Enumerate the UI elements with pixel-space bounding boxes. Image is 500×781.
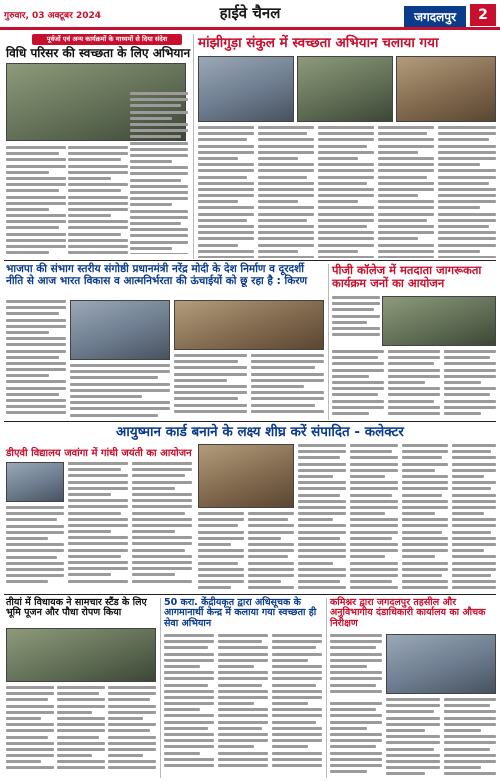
story5-body-col4 [350, 444, 398, 590]
story4-body-col2 [332, 350, 384, 418]
story2-photo-3 [396, 56, 496, 122]
story3-body-col4 [251, 354, 324, 418]
story8-body-col1 [164, 634, 214, 778]
section-divider [4, 421, 496, 422]
story1-headline: विधि परिसर की स्वच्छता के लिए अभियान [6, 46, 191, 60]
story2-body-col3 [318, 126, 374, 258]
page-number: 2 [470, 4, 496, 26]
issue-date: गुरुवार, 03 अक्टूबर 2024 [4, 11, 101, 21]
story2-body-col4 [378, 126, 434, 258]
story6-photo [6, 462, 64, 502]
story3-photo-2 [174, 300, 324, 350]
story5-body-col3 [298, 444, 346, 590]
story5-headline: आयुष्मान कार्ड बनाने के लक्ष्य शीघ्र करें संपादित - कलेक्टर [116, 424, 404, 440]
story7-body-col1 [6, 686, 54, 778]
story5-photo [198, 444, 294, 508]
story9-headline: कमिश्नर द्वारा जगदलपुर तहसील और अनुविभागीय दंडाधिकारी कार्यालय का औचक निरीक्षण [330, 597, 486, 629]
story2-photo-1 [198, 56, 294, 122]
story3-body-col3 [174, 354, 247, 418]
story5-body-col6 [452, 444, 496, 590]
story2-body-col5 [438, 126, 496, 258]
story1-body-col3 [130, 92, 188, 254]
story9-body-col2 [330, 702, 382, 778]
story4-headline: पीजी कॉलेज में मतदाता जागरूकता कार्यक्रम जनों का आयोजन [332, 263, 482, 290]
story9-photo [386, 634, 496, 694]
story4-body-col1 [332, 296, 380, 340]
story5-body-col1 [198, 512, 244, 590]
story2-body-col1 [198, 126, 254, 258]
story4-body-col3 [388, 350, 440, 418]
story9-body-col1 [330, 634, 382, 698]
story4-photo [382, 296, 496, 346]
story6-body-col1 [6, 506, 64, 590]
story7-body-col3 [108, 686, 156, 778]
story3-body-col2 [70, 364, 170, 418]
story4-body-col4 [444, 350, 496, 418]
story8-headline: 50 करा. केंद्रीयकृत द्वारा अधिसूचक के आगमानार्थी केन्द्र में कलाया गया स्वच्छता ही सेवा अभियान [164, 597, 317, 629]
story3-headline: भाजपा की संभाग स्तरीय संगोष्ठी प्रधानमंत्री नरेंद्र मोदी के देश निर्माण व दूरदर्शी नीति से आज भारत विकास व आत्मनिर्भरता की ऊंचाईयों को छू रहा है : किरण [6, 263, 308, 287]
story3-body-col1 [6, 300, 66, 418]
story7-headline: तीयां में विधायक ने सामचार स्टैंड के लिए भूमि पूजन और पौधा रोपण किया [6, 597, 147, 619]
story9-body-col3 [386, 698, 440, 778]
story9-body-col4 [444, 698, 496, 778]
story6-body-col3 [132, 462, 192, 590]
column-divider [328, 264, 329, 420]
story8-body-col3 [272, 634, 322, 778]
story2-headline: मांझीगुड़ा संकुल में स्वच्छता अभियान चलाया गया [198, 35, 439, 51]
story1-body-col2 [68, 146, 128, 254]
story8-body-col2 [218, 634, 268, 778]
story6-headline: डीएवी विद्यालय जवांगा में गांधी जयंती का आयोजन [6, 448, 192, 459]
city-label: जगदलपुर [404, 6, 466, 27]
story7-photo [6, 628, 156, 682]
story7-body-col2 [57, 686, 105, 778]
story3-photo [70, 300, 170, 360]
section-divider [4, 594, 496, 595]
story1-body-col1 [6, 146, 66, 254]
story1-kicker: पूर्वजों एवं अन्य कार्यक्रमों के माध्यमों से दिया संदेश [32, 34, 182, 45]
story2-photo-2 [297, 56, 393, 122]
story2-body-col2 [258, 126, 314, 258]
story5-body-col2 [248, 512, 294, 590]
newspaper-title: हाईवे चैनल [180, 3, 320, 23]
column-divider [160, 598, 161, 778]
column-divider [193, 34, 194, 259]
story5-body-col5 [402, 444, 448, 590]
masthead [0, 0, 500, 30]
story6-body-col2 [68, 462, 128, 590]
column-divider [326, 598, 327, 778]
section-divider [4, 260, 496, 261]
